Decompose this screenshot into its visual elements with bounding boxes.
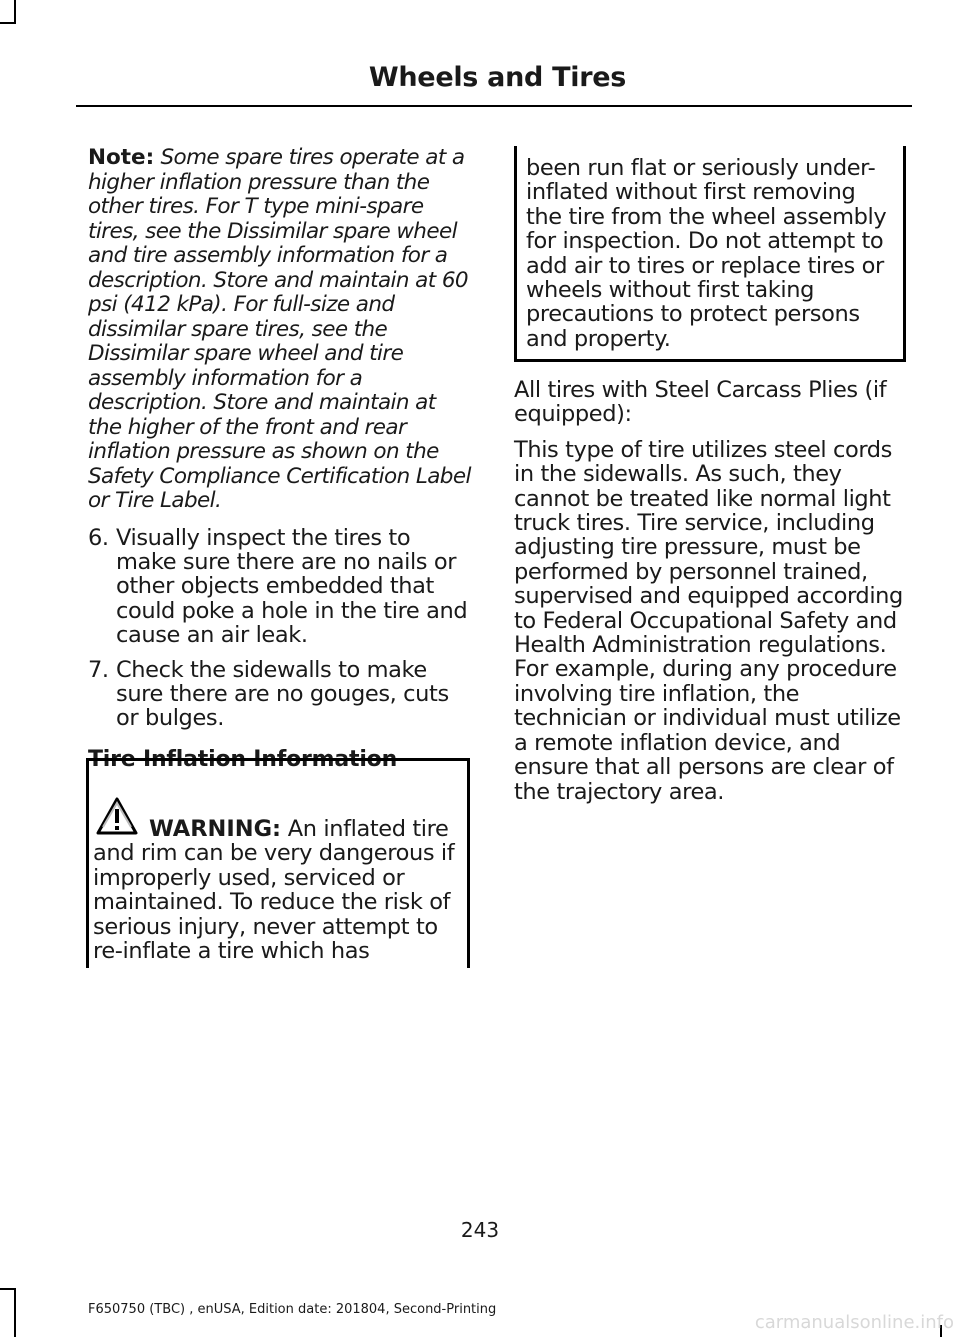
warning-box-continued: [514, 146, 906, 362]
step-text: Check the sidewalls to make sure there are no gouges, cuts or bulges.: [116, 656, 449, 732]
warning-text-end: been run flat or seriously under-inflated without first removing the tire from the wheel assembly for inspection. Do not attempt to add air to tires or replace tires or wheels without first taking precautions to protect persons and property.: [526, 155, 887, 352]
step-text: Visually inspect the tires to make sure there are no nails or other objects embedded that could poke a hole in the tire and cause an air leak.: [116, 524, 468, 649]
left-column: [88, 146, 474, 772]
spare-tire-note: [88, 146, 474, 514]
steel-carcass-heading: All tires with Steel Carcass Plies (if equipped):: [514, 377, 887, 428]
page-title: Wheels and Tires: [368, 62, 626, 93]
page-number: 243: [460, 1218, 500, 1242]
crop-mark: [14, 1288, 16, 1337]
crop-mark: [14, 0, 16, 22]
inspection-steps: [88, 526, 474, 731]
section-heading: Tire Inflation Information: [88, 746, 398, 772]
header-rule: [76, 105, 912, 107]
warning-text: [93, 817, 467, 963]
warning-text-start: An inflated tire and rim can be very dangerous if improperly used, serviced or maintained. To reduce the risk of serious injury, never attempt to re-inflate a tire which has: [93, 816, 455, 965]
crop-mark: [0, 22, 16, 24]
watermark: carmanualsonline.info: [754, 1312, 954, 1333]
warning-label: WARNING:: [149, 816, 282, 842]
list-item: [88, 526, 474, 648]
footer-edition: F650750 (TBC) , enUSA, Edition date: 201804, Second-Printing: [88, 1302, 497, 1317]
steel-carcass-body: This type of tire utilizes steel cords in the sidewalls. As such, they cannot be treated like normal light truck tires. Tire service, including adjusting tire pressure, must be performed by personnel trained, supervised and equipped according to Federal Occupational Safety and Health Administration regulations. For example, during any procedure involving tire inflation, the technician or individual must utilize a remote inflation device, and ensure that all persons are clear of the trajectory area.: [514, 436, 903, 805]
warning-box: [86, 758, 470, 968]
note-text: Some spare tires operate at a higher inflation pressure than the other tires. For T type mini-spare tires, see the Dissimilar spare wheel and tire assembly information for a description. Store and maintain at 60 psi (412 kPa). For full-size and dissimilar spare tires, see the Dissimilar spare wheel and tire assembly information for a description. Store and maintain at the higher of the front and rear inflation pressure as shown on the Safety Compliance Certification Label or Tire Label.: [88, 145, 471, 513]
right-column: [514, 146, 906, 804]
crop-mark: [0, 1288, 16, 1290]
list-item: [88, 658, 474, 731]
step-number: 7.: [88, 656, 109, 683]
step-number: 6.: [88, 524, 109, 551]
note-label: Note:: [88, 145, 155, 170]
